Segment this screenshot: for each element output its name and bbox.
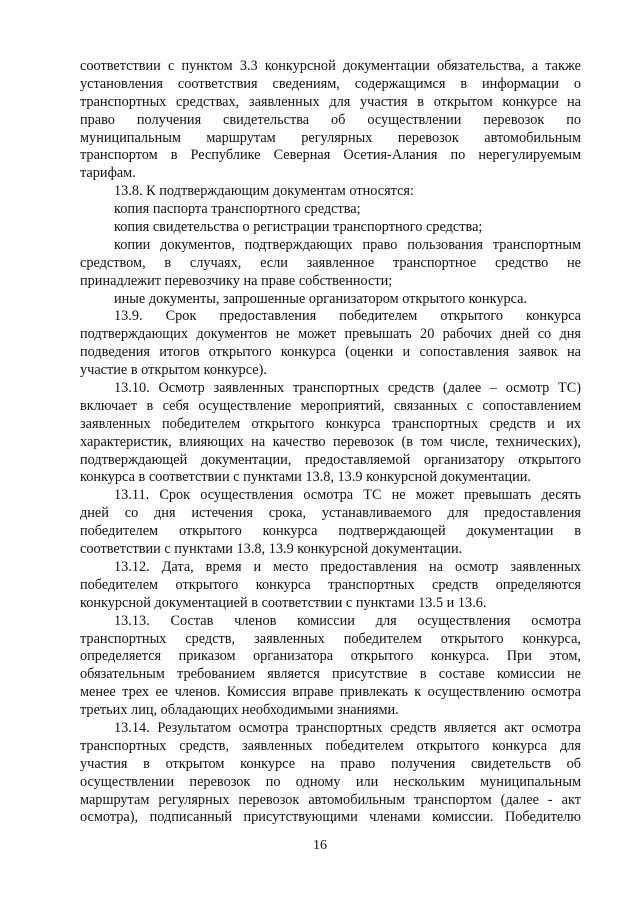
- text-line: транспортных средств, заявленных победителем открытого конкурса,: [80, 630, 581, 647]
- text-line: копия свидетельства о регистрации транспортного средства;: [114, 219, 483, 236]
- text-line: конкурсной документацией в соответствии с пунктами 13.5 и 13.6.: [80, 594, 487, 611]
- text-line: установления соответствия сведениям, содержащимся в информации о: [80, 75, 581, 92]
- text-line: 13.9. Срок предоставления победителем открытого конкурса: [114, 308, 581, 325]
- text-line: осмотра), подписанный присутствующими членами комиссии. Победителю: [80, 809, 581, 826]
- text-line: третьих лиц, обладающих необходимыми знаниями.: [80, 702, 399, 719]
- text-line: принадлежит перевозчику на праве собственности;: [80, 272, 393, 289]
- text-line: иные документы, запрошенные организатором открытого конкурса.: [114, 290, 528, 307]
- text-line: тарифам.: [80, 165, 136, 182]
- text-line: осуществлении перевозок по одному или нескольким муниципальным: [80, 773, 581, 790]
- text-line: характеристик, влияющих на качество перевозок (в том числе, технических),: [80, 433, 581, 450]
- text-line: копии документов, подтверждающих право пользования транспортным: [114, 236, 581, 253]
- text-line: средством, в случаях, если заявленное транспортное средство не: [80, 254, 581, 271]
- text-line: участие в открытом конкурсе).: [80, 362, 267, 379]
- document-body: [80, 58, 581, 827]
- page-number: 16: [313, 838, 327, 853]
- text-line: включает в себя осуществление мероприятий, связанных с сопоставлением: [80, 397, 581, 414]
- text-line: транспортом в Республике Северная Осетия-Алания по нерегулируемым: [80, 147, 581, 164]
- text-line: подтверждающих документов не может превышать 20 рабочих дней со дня: [80, 326, 581, 343]
- text-line: подтверждающей документации, предоставляемой организатору открытого: [80, 451, 581, 468]
- text-line: маршрутам регулярных перевозок автомобильным транспортом (далее - акт: [80, 791, 581, 808]
- text-line: конкурса в соответствии с пунктами 13.8, 13.9 конкурсной документации.: [80, 469, 532, 486]
- text-line: победителем открытого конкурса транспортных средств определяются: [80, 576, 581, 593]
- text-line: 13.14. Результатом осмотра транспортных средств является акт осмотра: [114, 719, 581, 736]
- text-line: 13.11. Срок осуществления осмотра ТС не может превышать десять: [114, 487, 581, 504]
- text-line: 13.8. К подтверждающим документам относятся:: [114, 183, 414, 200]
- text-line: определяется приказом организатора открытого конкурса. При этом,: [80, 648, 581, 665]
- text-line: заявленных победителем открытого конкурса транспортных средств и их: [80, 415, 581, 432]
- text-line: участия в открытом конкурсе на право получения свидетельств об: [80, 755, 581, 772]
- text-line: обязательным требованием является присутствие в составе комиссии не: [80, 666, 581, 683]
- text-line: транспортных средствах, заявленных для участия в открытом конкурсе на: [80, 93, 581, 110]
- text-line: менее трех ее членов. Комиссия вправе привлекать к осуществлению осмотра: [80, 684, 581, 701]
- text-line: транспортных средств, заявленных победителем открытого конкурса для: [80, 737, 581, 754]
- text-line: 13.12. Дата, время и место предоставления на осмотр заявленных: [114, 558, 581, 575]
- text-line: победителем открытого конкурса подтверждающей документации в: [80, 523, 581, 540]
- text-line: право получения свидетельства об осуществлении перевозок по: [80, 111, 581, 128]
- text-line: соответствии с пунктами 13.8, 13.9 конкурсной документации.: [80, 541, 463, 558]
- text-line: соответствии с пунктом 3.3 конкурсной документации обязательства, а также: [80, 58, 581, 74]
- text-line: копия паспорта транспортного средства;: [114, 201, 361, 218]
- text-line: 13.13. Состав членов комиссии для осуществления осмотра: [114, 612, 581, 629]
- text-line: 13.10. Осмотр заявленных транспортных средств (далее – осмотр ТС): [114, 380, 581, 397]
- text-line: дней со дня истечения срока, устанавливаемого для предоставления: [80, 505, 581, 522]
- text-line: муниципальным маршрутам регулярных перевозок автомобильным: [80, 129, 581, 146]
- text-line: подведения итогов открытого конкурса (оценки и сопоставления заявок на: [80, 344, 581, 361]
